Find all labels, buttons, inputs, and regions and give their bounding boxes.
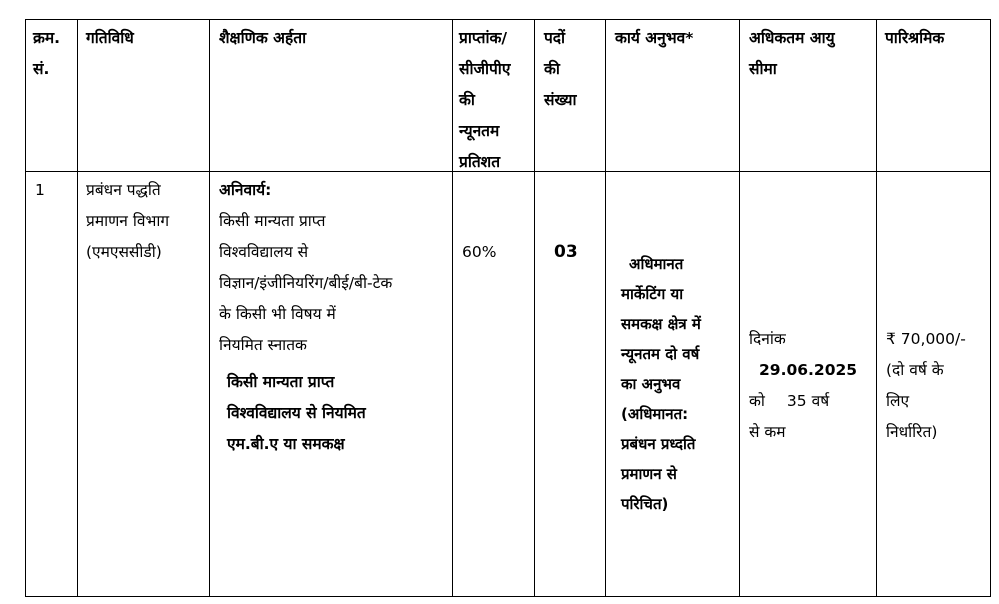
header-min-percent-line: प्रतिशत — [459, 153, 501, 171]
mandatory-line: नियमित स्नातक — [219, 336, 307, 354]
header-posts-line: की — [544, 60, 560, 78]
experience-line: समकक्ष क्षेत्र में — [621, 315, 701, 333]
experience-line: प्रमाणन से — [621, 465, 677, 483]
column-divider — [534, 19, 535, 597]
mandatory-label: अनिवार्य: — [219, 181, 272, 199]
row-remuneration — [886, 324, 966, 448]
header-age-limit — [749, 23, 835, 85]
header-min-percent — [459, 23, 510, 178]
experience-line: का अनुभव — [621, 375, 681, 393]
row-activity-line: प्रमाणन विभाग — [86, 212, 170, 230]
recruitment-table — [25, 19, 991, 597]
desirable-line: एम.बी.ए या समकक्ष — [227, 435, 345, 453]
column-divider — [452, 19, 453, 597]
column-divider — [876, 19, 877, 597]
remuneration-line: निर्धारित) — [886, 423, 938, 441]
row-age-limit — [749, 324, 874, 448]
header-min-percent-line: की — [459, 91, 475, 109]
header-age-limit-line: सीमा — [749, 60, 777, 78]
header-serial-line: सं. — [33, 60, 50, 78]
header-serial-line: क्रम. — [33, 29, 61, 47]
age-line-part: 35 वर्ष — [786, 392, 830, 410]
experience-line: अधिमानत — [629, 255, 684, 273]
header-posts-line: पदों — [544, 29, 566, 47]
table-border-top — [25, 19, 991, 20]
age-date-label: दिनांक — [749, 330, 786, 348]
header-activity: गतिविधि — [86, 29, 134, 47]
column-divider — [605, 19, 606, 597]
age-line: से कम — [749, 423, 786, 441]
column-divider — [739, 19, 740, 597]
row-posts: 03 — [554, 242, 578, 262]
column-divider — [209, 19, 210, 597]
header-remuneration: पारिश्रमिक — [885, 29, 945, 47]
desirable-line: किसी मान्यता प्राप्त — [227, 373, 335, 391]
header-qualification: शैक्षणिक अर्हता — [219, 29, 307, 47]
row-qualification — [219, 175, 449, 460]
table-border-right — [990, 19, 991, 597]
remuneration-line: लिए — [886, 392, 910, 410]
table-border-bottom — [25, 596, 991, 597]
age-date: 29.06.2025 — [759, 361, 858, 379]
experience-line: प्रबंधन प्रध्दति — [621, 435, 696, 453]
mandatory-line: के किसी भी विषय में — [219, 305, 336, 323]
row-activity-line: (एमएससीडी) — [86, 243, 162, 261]
mandatory-line: विज्ञान/इंजीनियरिंग/बीई/बी-टेक — [219, 274, 393, 292]
column-divider — [77, 19, 78, 597]
header-experience: कार्य अनुभव* — [615, 29, 694, 47]
row-min-percent: 60% — [462, 243, 497, 261]
row-activity — [86, 175, 169, 268]
experience-line: (अधिमानत: — [621, 405, 689, 423]
remuneration-line: (दो वर्ष के — [886, 361, 944, 379]
desirable-block — [219, 367, 449, 460]
row-serial: 1 — [35, 181, 45, 199]
header-age-limit-line: अधिकतम आयु — [749, 29, 835, 47]
header-min-percent-line: प्राप्तांक/ — [459, 29, 508, 47]
experience-line: मार्केटिंग या — [621, 285, 684, 303]
experience-line: न्यूनतम दो वर्ष — [621, 345, 700, 363]
desirable-line: विश्वविद्यालय से नियमित — [227, 404, 366, 422]
header-serial — [33, 23, 60, 85]
age-line — [749, 386, 874, 417]
header-posts — [544, 23, 577, 116]
mandatory-line: विश्वविद्यालय से — [219, 243, 309, 261]
row-activity-line: प्रबंधन पद्धति — [86, 181, 161, 199]
row-experience — [621, 249, 701, 519]
table-border-left — [25, 19, 26, 597]
mandatory-line: किसी मान्यता प्राप्त — [219, 212, 326, 230]
header-min-percent-line: सीजीपीए — [459, 60, 511, 78]
experience-line: परिचित) — [621, 495, 669, 513]
header-posts-line: संख्या — [544, 91, 577, 109]
header-min-percent-line: न्यूनतम — [459, 122, 500, 140]
remuneration-amount: ₹ 70,000/- — [886, 330, 966, 348]
age-line-part: को — [749, 392, 765, 410]
